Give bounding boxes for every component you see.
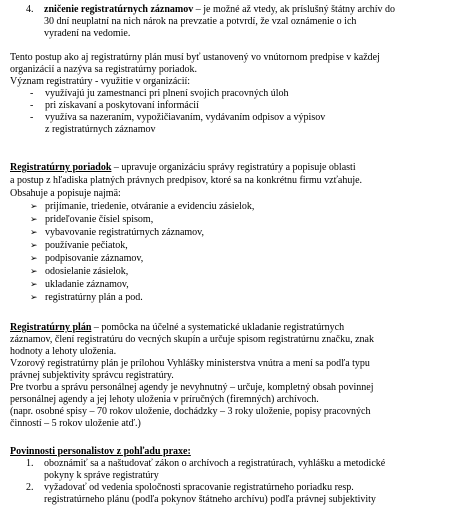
poriadok-item-7: ukladanie záznamov, [45,279,129,290]
dash-bullet: - [30,88,34,99]
list-number: 1. [26,458,34,469]
plan-line2: záznamov, člení registratúru do vecných skupín a určuje spisom registratúrnu značku, znak [10,334,374,345]
item4-line3: vyradení na vedomie. [44,28,131,39]
usage-item-3-cont: z registratúrnych záznamov [45,124,156,135]
duties-heading: Povinnosti personalistov z pohľadu praxe: [10,446,191,457]
poriadok-item-8: registratúrny plán a pod. [45,292,143,303]
duty-item-1-cont: pokyny k správe registratúry [44,470,159,481]
poriadok-item-2: prideľovanie čísiel spisom, [45,214,154,225]
poriadok-line1 [10,162,356,174]
usage-item-3: využíva sa nazeraním, vypožičiavaním, vydávaním odpisov a výpisov [45,112,326,123]
usage-item-2: pri získavaní a poskytovaní informácií [45,100,199,111]
plan-line9: činností – 5 rokov uloženie atď.) [10,418,141,429]
arrow-bullet-icon: ➢ [30,202,38,212]
poriadok-intro: – upravuje organizáciu správy registratúry a popisuje oblasti [111,162,356,173]
list-number: 4. [26,4,34,15]
intro-line2: organizácií a nazýva sa registratúrny poriadok. [10,64,197,75]
arrow-bullet-icon: ➢ [30,228,38,238]
poriadok-item-5: podpisovanie záznamov, [45,253,144,264]
poriadok-item-3: vybavovanie registratúrnych záznamov, [45,227,205,238]
intro-line1: Tento postup ako aj registratúrny plán musí byť ustanovený vo vnútornom predpise v každej [10,52,380,63]
duty-item-2-cont: registratúrneho plánu (podľa pokynov štátneho archívu) podľa právnej subjektivity [44,494,376,505]
plan-line4: Vzorový registratúrny plán je prílohou Vyhlášky ministerstva vnútra a mení sa podľa typu [10,358,370,369]
plan-line5: právnej subjektivity správcu registratúry. [10,370,174,381]
dash-bullet: - [30,100,34,111]
item4-text: – je možné až vtedy, ak príslušný štátny archív do [193,4,396,15]
arrow-bullet-icon: ➢ [30,280,38,290]
poriadok-line3: Obsahuje a popisuje najmä: [10,188,121,199]
plan-heading: Registratúrny plán [10,322,92,333]
poriadok-item-6: odosielanie zásielok, [45,266,129,277]
duty-item-2: vyžadovať od vedenia spoločnosti spracovanie registratúrneho poriadku resp. [44,482,354,493]
duty-item-1: oboznámiť sa a naštudovať zákon o archívoch a registratúrach, vyhlášku a metodické [44,458,386,469]
plan-line7: personálnej agendy a jej lehoty uloženia v príručných (firemných) archívoch. [10,394,319,405]
plan-intro: – pomôcka na účelné a systematické ukladanie registratúrnych [91,322,345,333]
arrow-bullet-icon: ➢ [30,254,38,264]
item4-line2: 30 dní neuplatní na nich nárok na prevzatie a potvrdí, že vzal oznámenie o ich [44,16,357,27]
list-number: 2. [26,482,34,493]
plan-line3: hodnoty a lehoty uloženia. [10,346,117,357]
poriadok-line2: a postup z hľadiska platných právnych predpisov, ktoré sa na konkrétnu firmu vzťahuje. [10,175,363,186]
arrow-bullet-icon: ➢ [30,293,38,303]
item4-bold-term: zničenie registratúrnych záznamov [44,4,194,15]
intro-line3: Význam registratúry - využitie v organizácií: [10,76,191,87]
item4-line1 [44,4,395,16]
arrow-bullet-icon: ➢ [30,215,38,225]
arrow-bullet-icon: ➢ [30,267,38,277]
arrow-bullet-icon: ➢ [30,241,38,251]
plan-line1 [10,322,344,334]
usage-item-1: využívajú ju zamestnanci pri plnení svojich pracovných úloh [45,88,289,99]
plan-line6: Pre tvorbu a správu personálnej agendy je nevyhnutný – určuje, kompletný obsah povinnej [10,382,374,393]
poriadok-item-4: používanie pečiatok, [45,240,128,251]
dash-bullet: - [30,112,34,123]
poriadok-item-1: prijímanie, triedenie, otváranie a evidenciu zásielok, [45,201,255,212]
plan-line8: (napr. osobné spisy – 70 rokov uloženie, dochádzky – 3 roky uloženie, popisy pracovných [10,406,371,417]
poriadok-heading: Registratúrny poriadok [10,162,112,173]
